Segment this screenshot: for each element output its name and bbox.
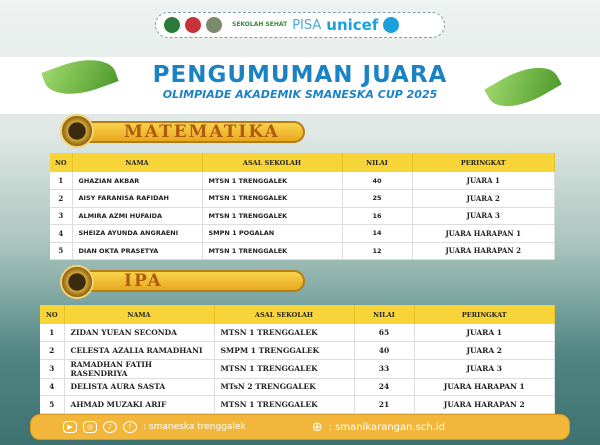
table-row: [40, 359, 555, 378]
table-cell: 24: [354, 378, 414, 396]
table-row: [40, 342, 555, 360]
column-header: ASAL SEKOLAH: [202, 153, 342, 172]
table-cell: 16: [342, 207, 412, 225]
table-cell: SHEIZA AYUNDA ANGRAENI: [72, 225, 202, 243]
table-cell: 4: [50, 225, 72, 243]
table-cell: 21: [354, 396, 414, 414]
table-row: [40, 378, 555, 396]
youtube-icon[interactable]: ▶: [63, 421, 77, 433]
page-title: PENGUMUMAN JUARA: [152, 62, 448, 88]
table-cell: GHAZIAN AKBAR: [72, 172, 202, 190]
table-cell: 33: [354, 359, 414, 378]
ipa-table: [40, 305, 555, 414]
table-cell: MTSN 1 TRENGGALEK: [202, 190, 342, 208]
table-cell: JUARA 2: [414, 342, 555, 360]
pisa-logo: PISA: [292, 17, 322, 33]
column-header: NILAI: [354, 305, 414, 324]
table-row: [50, 207, 555, 225]
table-cell: MTSN 1 TRENGGALEK: [202, 172, 342, 190]
globe-icon: ⊕: [311, 419, 323, 435]
kabupaten-logo-icon: [164, 17, 180, 33]
table-cell: SMPN 1 POGALAN: [202, 225, 342, 243]
table-cell: AHMAD MUZAKI ARIF: [64, 396, 214, 414]
table-cell: 65: [354, 324, 414, 342]
table-cell: ZIDAN YUEAN SECONDA: [64, 324, 214, 342]
table-cell: MTSN 1 TRENGGALEK: [214, 324, 354, 342]
table-cell: JUARA 3: [414, 359, 555, 378]
smaneska-logo-icon: [206, 17, 222, 33]
unicef-globe-icon: [383, 17, 399, 33]
facebook-icon[interactable]: f: [123, 421, 137, 433]
table-cell: JUARA HARAPAN 1: [412, 225, 555, 243]
table-header: [40, 305, 555, 324]
table-cell: ALMIRA AZMI HUFAIDA: [72, 207, 202, 225]
table-cell: 40: [354, 342, 414, 360]
page-subtitle: OLIMPIADE AKADEMIK SMANESKA CUP 2025: [162, 88, 438, 101]
matematika-table: [50, 153, 555, 260]
table-row: [40, 396, 555, 414]
column-header: NAMA: [64, 305, 214, 324]
table-cell: MTSN 1 TRENGGALEK: [214, 396, 354, 414]
ipa-banner: IPA: [80, 270, 305, 292]
table-cell: 1: [50, 172, 72, 190]
website-link[interactable]: : smanikarangan.sch.id: [328, 421, 445, 433]
table-cell: JUARA HARAPAN 1: [414, 378, 555, 396]
table-cell: MTSN 1 TRENGGALEK: [214, 359, 354, 378]
table-cell: 14: [342, 225, 412, 243]
sekolah-sehat-text: SEKOLAH SEHAT: [232, 21, 288, 28]
table-header: [50, 153, 555, 172]
table-row: [50, 172, 555, 190]
table-cell: 12: [342, 242, 412, 260]
matematika-banner: MATEMATIKA: [80, 121, 305, 143]
table-cell: JUARA HARAPAN 2: [412, 242, 555, 260]
table-cell: 3: [40, 359, 64, 378]
sponsor-logos: [155, 12, 445, 38]
table-row: [50, 190, 555, 208]
table-cell: 2: [50, 190, 72, 208]
table-cell: JUARA HARAPAN 2: [414, 396, 555, 414]
medal-icon: [60, 265, 94, 299]
table-cell: JUARA 1: [412, 172, 555, 190]
table-cell: DELISTA AURA SASTA: [64, 378, 214, 396]
table-cell: 3: [50, 207, 72, 225]
table-cell: JUARA 2: [412, 190, 555, 208]
table-cell: SMPM 1 TRENGGALEK: [214, 342, 354, 360]
table-cell: JUARA 1: [414, 324, 555, 342]
unicef-logo: unicef: [326, 16, 379, 34]
table-cell: 40: [342, 172, 412, 190]
column-header: NILAI: [342, 153, 412, 172]
table-cell: 2: [40, 342, 64, 360]
table-cell: MTSN 1 TRENGGALEK: [202, 242, 342, 260]
table-cell: JUARA 3: [412, 207, 555, 225]
tiktok-icon[interactable]: ♪: [103, 421, 117, 433]
table-row: [50, 242, 555, 260]
table-cell: RAMADHAN FATIH RASENDRIYA: [64, 359, 214, 378]
table-cell: 4: [40, 378, 64, 396]
table-cell: MTsN 2 TRENGGALEK: [214, 378, 354, 396]
footer-bar: [30, 414, 570, 440]
table-cell: CELESTA AZALIA RAMADHANI: [64, 342, 214, 360]
instagram-icon[interactable]: ◎: [83, 421, 97, 433]
table-cell: 5: [40, 396, 64, 414]
medal-icon: [60, 114, 94, 148]
column-header: NO: [40, 305, 64, 324]
school-logo-icon: [185, 17, 201, 33]
column-header: PERINGKAT: [412, 153, 555, 172]
table-cell: 1: [40, 324, 64, 342]
table-cell: AISY FARANISA RAFIDAH: [72, 190, 202, 208]
table-cell: 5: [50, 242, 72, 260]
column-header: NO: [50, 153, 72, 172]
table-cell: 25: [342, 190, 412, 208]
table-cell: MTSN 1 TRENGGALEK: [202, 207, 342, 225]
table-row: [50, 225, 555, 243]
column-header: ASAL SEKOLAH: [214, 305, 354, 324]
column-header: PERINGKAT: [414, 305, 555, 324]
social-handle: : smaneska trenggalek: [143, 422, 246, 432]
column-header: NAMA: [72, 153, 202, 172]
table-row: [40, 324, 555, 342]
table-cell: DIAN OKTA PRASETYA: [72, 242, 202, 260]
